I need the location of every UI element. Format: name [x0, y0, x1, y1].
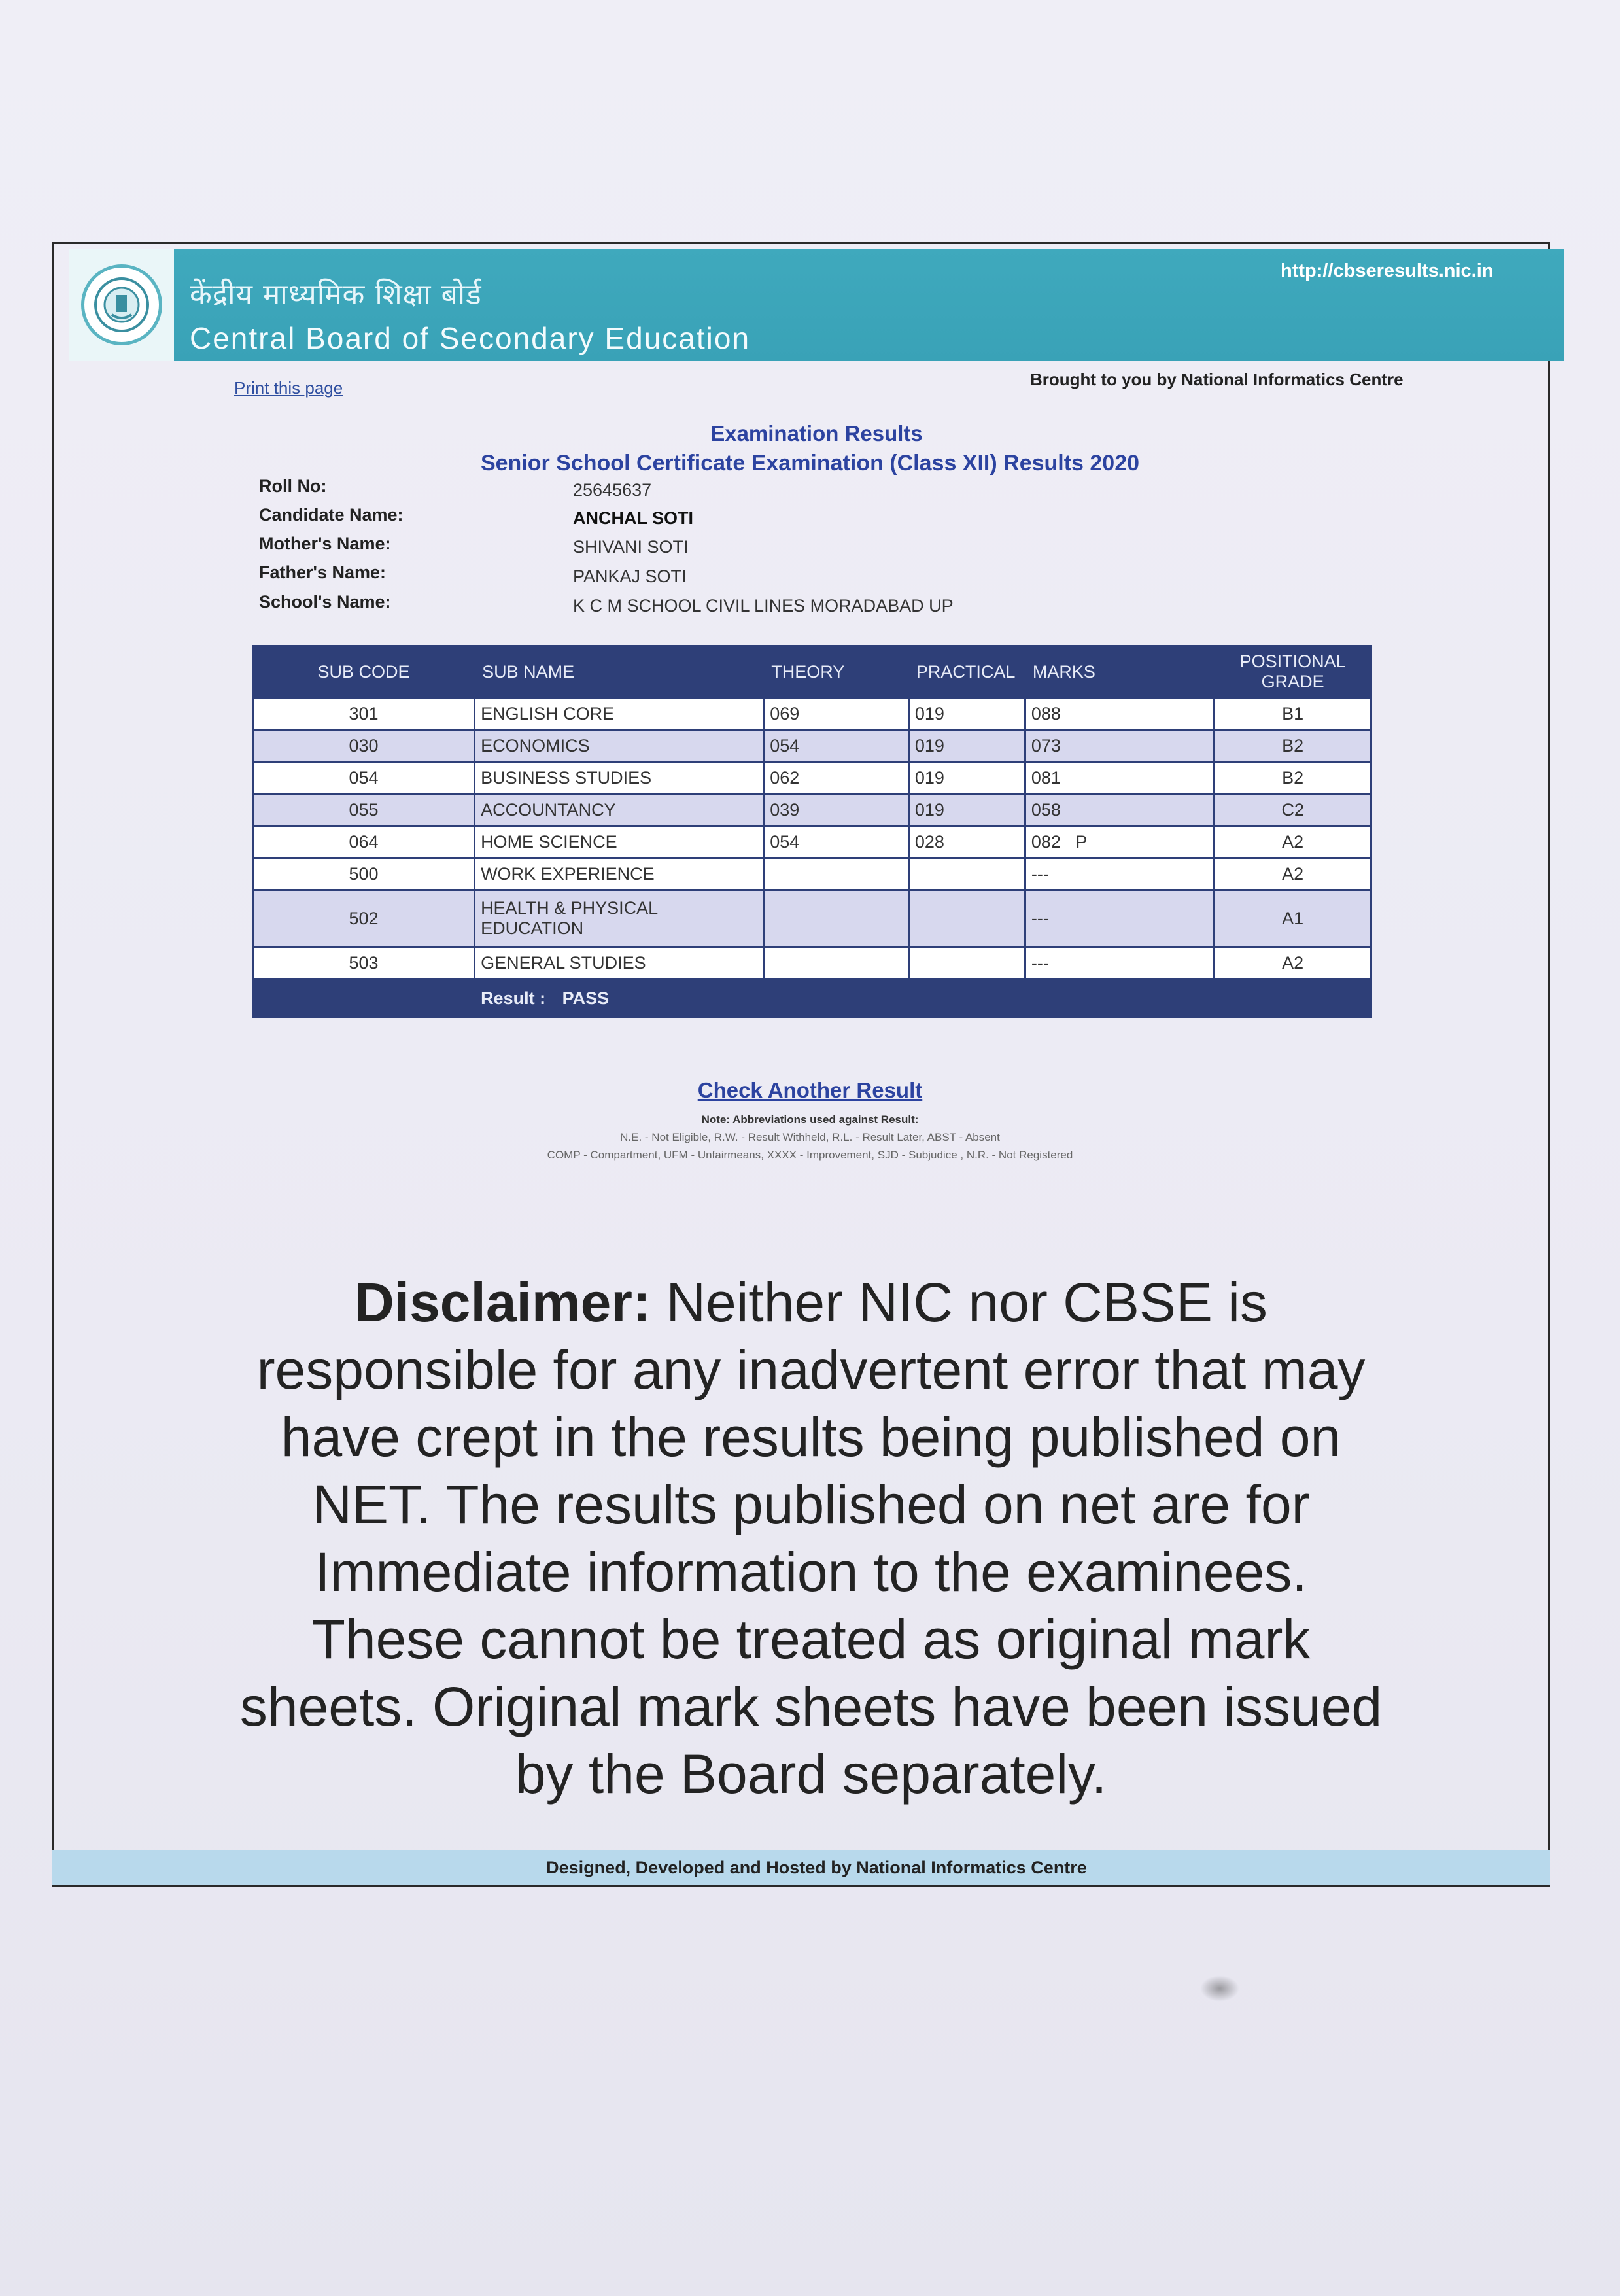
- school-name-label: School's Name:: [259, 592, 391, 612]
- cbse-logo-icon: [81, 264, 162, 345]
- exam-subtitle: Senior School Certificate Examination (Class XII) Results 2020: [480, 451, 1140, 476]
- ink-smudge: [1200, 1975, 1239, 2002]
- marks-cell: ---: [1025, 858, 1214, 890]
- grade-cell: A1: [1215, 890, 1371, 947]
- col-header-sub-name: SUB NAME: [475, 646, 764, 698]
- result-row: [253, 979, 1371, 1018]
- table-row: [253, 858, 1371, 890]
- practical-cell: 019: [908, 762, 1025, 794]
- mother-name-value: SHIVANI SOTI: [573, 537, 689, 557]
- theory-cell: 054: [764, 826, 909, 858]
- brought-by-text: Brought to you by National Informatics Centre: [1030, 370, 1404, 389]
- table-row: [253, 826, 1371, 858]
- col-header-practical: PRACTICAL: [908, 646, 1025, 698]
- grade-cell: B1: [1215, 698, 1371, 730]
- check-another-result-link[interactable]: Check Another Result: [697, 1078, 923, 1102]
- theory-cell: 062: [764, 762, 909, 794]
- marks-cell: 082 P: [1025, 826, 1214, 858]
- theory-cell: 054: [764, 730, 909, 762]
- table-row: [253, 890, 1371, 947]
- marks-cell: 058: [1025, 794, 1214, 826]
- result-label: Result :: [481, 988, 546, 1008]
- disclaimer-text: Neither NIC nor CBSE is responsible for any inadvertent error that may have crept in the results being published on NET. The results published on net are for Immediate information to the examinees. These cannot be treated as original mark sheets. Original mark sheets have been issued by the Board separately.: [239, 1272, 1383, 1805]
- candidate-name-label: Candidate Name:: [259, 505, 404, 525]
- marks-cell: ---: [1025, 947, 1214, 979]
- sub-code-cell: 503: [253, 947, 475, 979]
- grade-cell: A2: [1215, 947, 1371, 979]
- result-value: PASS: [562, 988, 610, 1008]
- sub-code-cell: 055: [253, 794, 475, 826]
- candidate-name-value: ANCHAL SOTI: [573, 508, 694, 528]
- sub-code-cell: 064: [253, 826, 475, 858]
- practical-cell: 019: [908, 794, 1025, 826]
- sub-code-cell: 500: [253, 858, 475, 890]
- disclaimer-block: [235, 1269, 1387, 1808]
- school-name-value: K C M SCHOOL CIVIL LINES MORADABAD UP: [573, 596, 954, 616]
- sub-name-cell: WORK EXPERIENCE: [475, 858, 764, 890]
- grade-cell: A2: [1215, 858, 1371, 890]
- theory-cell: [764, 858, 909, 890]
- table-row: [253, 698, 1371, 730]
- practical-cell: 019: [908, 730, 1025, 762]
- sub-name-cell: ENGLISH CORE: [475, 698, 764, 730]
- marks-cell: ---: [1025, 890, 1214, 947]
- table-row: [253, 762, 1371, 794]
- print-page-link[interactable]: Print this page: [234, 378, 343, 398]
- table-header-row: [253, 646, 1371, 698]
- sub-name-cell: HOME SCIENCE: [475, 826, 764, 858]
- practical-cell: 019: [908, 698, 1025, 730]
- sub-code-cell: 030: [253, 730, 475, 762]
- sub-code-cell: 301: [253, 698, 475, 730]
- note-line-1: N.E. - Not Eligible, R.W. - Result Withheld, R.L. - Result Later, ABST - Absent: [620, 1131, 1000, 1143]
- practical-cell: [908, 890, 1025, 947]
- exam-title: Examination Results: [710, 421, 923, 445]
- sub-name-cell: ECONOMICS: [475, 730, 764, 762]
- grade-cell: C2: [1215, 794, 1371, 826]
- board-name-hindi: केंद्रीय माध्यमिक शिक्षा बोर्ड: [190, 278, 482, 311]
- practical-cell: [908, 858, 1025, 890]
- practical-cell: 028: [908, 826, 1025, 858]
- sub-name-cell: HEALTH & PHYSICAL EDUCATION: [475, 890, 764, 947]
- marks-table: [252, 645, 1372, 1018]
- marks-cell: 073: [1025, 730, 1214, 762]
- father-name-value: PANKAJ SOTI: [573, 566, 687, 586]
- sub-name-cell: ACCOUNTANCY: [475, 794, 764, 826]
- theory-cell: 039: [764, 794, 909, 826]
- footer-text: Designed, Developed and Hosted by National Informatics Centre: [546, 1858, 1087, 1877]
- table-row: [253, 947, 1371, 979]
- note-title: Note: Abbreviations used against Result:: [701, 1113, 919, 1126]
- note-line-2: COMP - Compartment, UFM - Unfairmeans, XXXX - Improvement, SJD - Subjudice , N.R. - Not Registered: [547, 1149, 1073, 1161]
- theory-cell: 069: [764, 698, 909, 730]
- marks-cell: 081: [1025, 762, 1214, 794]
- table-row: [253, 730, 1371, 762]
- table-row: [253, 794, 1371, 826]
- result-spacer: [253, 979, 475, 1018]
- practical-cell: [908, 947, 1025, 979]
- col-header-positional-grade: POSITIONAL GRADE: [1215, 646, 1371, 698]
- disclaimer-label: Disclaimer:: [354, 1272, 651, 1333]
- sub-name-cell: GENERAL STUDIES: [475, 947, 764, 979]
- col-header-marks: MARKS: [1025, 646, 1214, 698]
- result-cell: [475, 979, 1371, 1018]
- grade-cell: A2: [1215, 826, 1371, 858]
- col-header-theory: THEORY: [764, 646, 909, 698]
- grade-cell: B2: [1215, 762, 1371, 794]
- sub-name-cell: BUSINESS STUDIES: [475, 762, 764, 794]
- theory-cell: [764, 947, 909, 979]
- theory-cell: [764, 890, 909, 947]
- father-name-label: Father's Name:: [259, 563, 386, 582]
- sub-code-cell: 502: [253, 890, 475, 947]
- logo-box: [69, 249, 174, 361]
- header-url[interactable]: http://cbseresults.nic.in: [1281, 260, 1494, 281]
- roll-value: 25645637: [573, 480, 652, 500]
- board-name-english: Central Board of Secondary Education: [190, 321, 751, 355]
- mother-name-label: Mother's Name:: [259, 534, 391, 553]
- marks-cell: 088: [1025, 698, 1214, 730]
- roll-label: Roll No:: [259, 476, 327, 496]
- sub-code-cell: 054: [253, 762, 475, 794]
- grade-cell: B2: [1215, 730, 1371, 762]
- col-header-sub-code: SUB CODE: [253, 646, 475, 698]
